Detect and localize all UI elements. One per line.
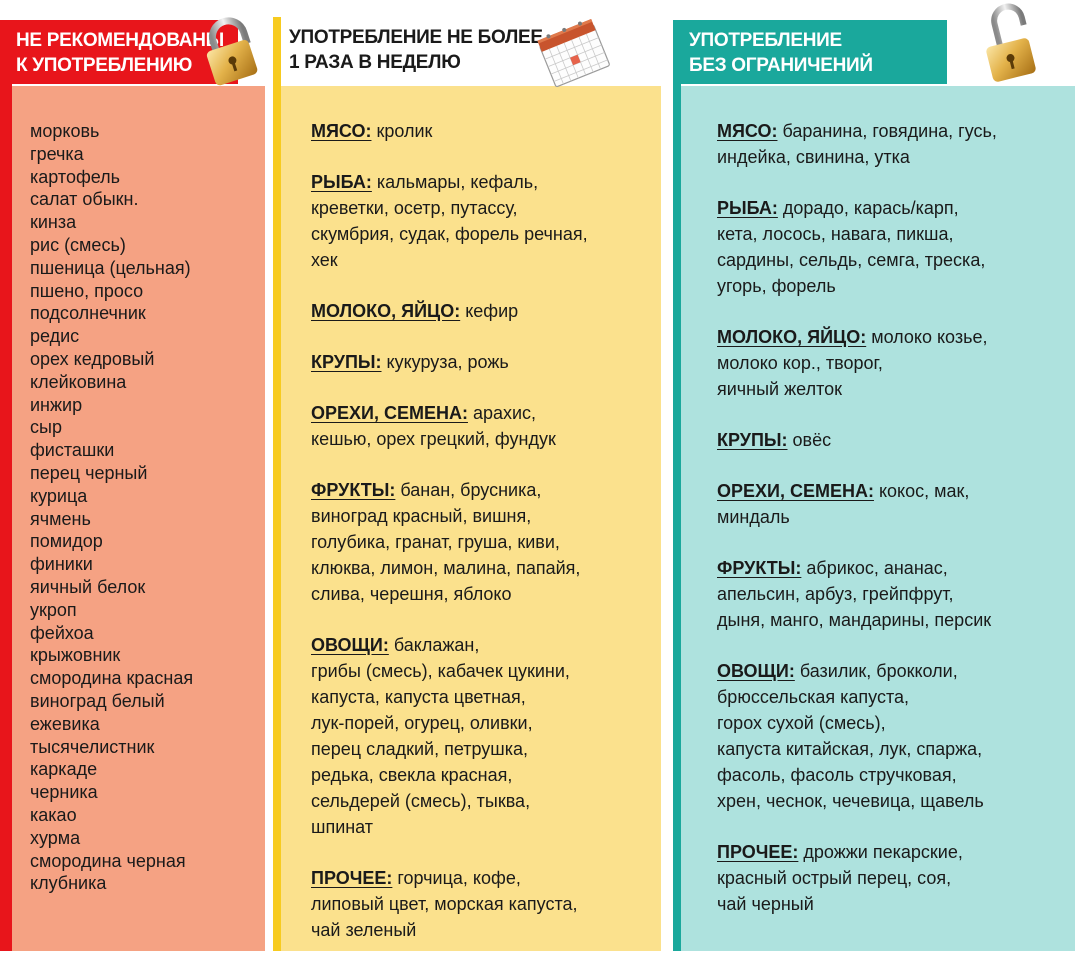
category-label: ПРОЧЕЕ: xyxy=(311,868,393,888)
group-line xyxy=(311,891,656,917)
category-group xyxy=(717,478,1067,530)
food-items: редька, свекла красная, xyxy=(311,765,513,785)
not-recommended-list xyxy=(30,120,193,895)
column-body xyxy=(12,86,265,951)
food-items: кальмары, кефаль, xyxy=(371,172,539,192)
column-body xyxy=(281,86,661,951)
column-title: УПОТРЕБЛЕНИЕ БЕЗ ОГРАНИЧЕНИЙ xyxy=(689,30,873,76)
group-line xyxy=(311,221,656,247)
food-items: индейка, свинина, утка xyxy=(717,147,910,167)
category-label: ПРОЧЕЕ: xyxy=(717,842,799,862)
column-body xyxy=(681,86,1075,951)
food-items: лук-порей, огурец, оливки, xyxy=(311,713,533,733)
food-items: виноград красный, вишня, xyxy=(311,506,532,526)
group-line xyxy=(311,169,656,195)
list-item: виноград белый xyxy=(30,690,165,711)
group-line xyxy=(311,503,656,529)
group-line xyxy=(311,684,656,710)
group-line xyxy=(311,581,656,607)
food-items: дорадо, карась/карп, xyxy=(777,198,959,218)
category-label: РЫБА: xyxy=(311,172,372,192)
food-items: грибы (смесь), кабачек цукини, xyxy=(311,661,570,681)
list-item: пшено, просо xyxy=(30,280,144,301)
group-line xyxy=(717,324,1067,350)
group-line xyxy=(311,658,656,684)
group-line xyxy=(311,195,656,221)
category-group xyxy=(311,477,656,607)
list-item: морковь xyxy=(30,121,100,141)
category-group xyxy=(717,195,1067,299)
food-items: базилик, брокколи, xyxy=(794,661,958,681)
food-items: кролик xyxy=(371,121,433,141)
food-items: красный острый перец, соя, xyxy=(717,868,952,888)
list-item: подсолнечник xyxy=(30,303,146,324)
food-items: овёс xyxy=(787,430,832,450)
list-item: кинза xyxy=(30,212,77,233)
open-lock-icon xyxy=(975,0,1053,86)
list-item: тысячелистник xyxy=(30,736,155,757)
list-item: инжир xyxy=(30,394,83,415)
category-label: МОЛОКО, ЯЙЦО: xyxy=(717,327,867,347)
group-line xyxy=(717,350,1067,376)
group-line xyxy=(717,273,1067,299)
food-items: горох сухой (смесь), xyxy=(717,713,886,733)
list-item: каркаде xyxy=(30,759,98,780)
list-item: сыр xyxy=(30,417,62,438)
food-items: хек xyxy=(311,250,338,270)
column-header xyxy=(281,17,561,85)
category-label: КРУПЫ: xyxy=(311,352,382,372)
group-line xyxy=(311,118,656,144)
group-line xyxy=(311,865,656,891)
food-items: хрен, чеснок, чечевица, щавель xyxy=(717,791,984,811)
column-edge xyxy=(0,20,12,951)
group-line xyxy=(311,814,656,840)
list-item: какао xyxy=(30,804,77,825)
food-items: баранина, говядина, гусь, xyxy=(777,121,997,141)
list-item: яичный белок xyxy=(30,576,146,597)
group-line xyxy=(311,762,656,788)
list-item: пшеница (цельная) xyxy=(30,257,191,278)
closed-lock-icon xyxy=(198,14,270,86)
group-line xyxy=(311,555,656,581)
food-items: горчица, кофе, xyxy=(392,868,521,888)
group-line xyxy=(717,710,1067,736)
food-items: перец сладкий, петрушка, xyxy=(311,739,529,759)
food-items: дыня, манго, мандарины, персик xyxy=(717,610,992,630)
food-items: банан, брусника, xyxy=(395,480,542,500)
list-item: гречка xyxy=(30,143,84,164)
list-item: фисташки xyxy=(30,440,115,461)
group-line xyxy=(717,195,1067,221)
list-item: помидор xyxy=(30,531,103,552)
category-label: ОРЕХИ, СЕМЕНА: xyxy=(311,403,468,423)
group-line xyxy=(717,247,1067,273)
group-line xyxy=(717,221,1067,247)
column-header xyxy=(673,20,947,84)
group-line xyxy=(717,427,1067,453)
list-item: смородина черная xyxy=(30,850,186,871)
food-items: абрикос, ананас, xyxy=(801,558,948,578)
food-items: угорь, форель xyxy=(717,276,836,296)
group-line xyxy=(311,400,656,426)
food-items: скумбрия, судак, форель речная, xyxy=(311,224,588,244)
food-items: голубика, гранат, груша, киви, xyxy=(311,532,560,552)
food-items: сардины, сельдь, семга, треска, xyxy=(717,250,986,270)
category-group xyxy=(311,118,656,144)
category-label: ОРЕХИ, СЕМЕНА: xyxy=(717,481,874,501)
food-items: чай черный xyxy=(717,894,814,914)
list-item: перец черный xyxy=(30,462,148,483)
food-items: шпинат xyxy=(311,817,374,837)
group-line xyxy=(311,426,656,452)
food-items: капуста китайская, лук, спаржа, xyxy=(717,739,983,759)
food-items: кукуруза, рожь xyxy=(381,352,509,372)
food-items: кета, лосось, навага, пикша, xyxy=(717,224,954,244)
group-line xyxy=(717,118,1067,144)
category-label: КРУПЫ: xyxy=(717,430,788,450)
food-items: фасоль, фасоль стручковая, xyxy=(717,765,957,785)
food-items: брюссельская капуста, xyxy=(717,687,910,707)
list-item: укроп xyxy=(30,599,77,620)
group-line xyxy=(717,555,1067,581)
category-label: ФРУКТЫ: xyxy=(717,558,802,578)
list-item: курица xyxy=(30,485,88,506)
column-edge xyxy=(673,20,681,951)
group-line xyxy=(311,788,656,814)
group-line xyxy=(717,376,1067,402)
list-item: финики xyxy=(30,554,93,575)
once-a-week-groups xyxy=(311,118,656,968)
list-item: крыжовник xyxy=(30,645,121,666)
food-items: кефир xyxy=(460,301,519,321)
column-edge xyxy=(273,17,281,951)
group-line xyxy=(717,736,1067,762)
food-items: дрожжи пекарские, xyxy=(798,842,963,862)
food-items: кешью, орех грецкий, фундук xyxy=(311,429,556,449)
group-line xyxy=(717,144,1067,170)
category-label: ОВОЩИ: xyxy=(311,635,389,655)
group-line xyxy=(311,710,656,736)
category-group xyxy=(717,839,1067,917)
group-line xyxy=(717,607,1067,633)
food-items: арахис, xyxy=(467,403,537,423)
unlimited-column xyxy=(673,0,1075,951)
group-line xyxy=(717,581,1067,607)
food-items: апельсин, арбуз, грейпфрут, xyxy=(717,584,954,604)
category-label: МЯСО: xyxy=(311,121,372,141)
category-label: ОВОЩИ: xyxy=(717,661,795,681)
calendar-icon xyxy=(535,14,613,88)
food-items: клюква, лимон, малина, папайя, xyxy=(311,558,581,578)
group-line xyxy=(717,788,1067,814)
group-line xyxy=(311,477,656,503)
category-label: РЫБА: xyxy=(717,198,778,218)
category-group xyxy=(311,865,656,943)
list-item: орех кедровый xyxy=(30,348,155,369)
list-item: клейковина xyxy=(30,371,127,392)
once-a-week-column xyxy=(273,0,661,951)
category-group xyxy=(717,555,1067,633)
not-recommended-column xyxy=(0,0,265,951)
group-line xyxy=(311,736,656,762)
list-item: фейхоа xyxy=(30,622,94,643)
column-title: НЕ РЕКОМЕНДОВАНЫ К УПОТРЕБЛЕНИЮ xyxy=(16,30,224,76)
list-item: клубника xyxy=(30,873,107,894)
list-item: хурма xyxy=(30,827,81,848)
group-line xyxy=(717,891,1067,917)
column-title: УПОТРЕБЛЕНИЕ НЕ БОЛЕЕ 1 РАЗА В НЕДЕЛЮ xyxy=(289,27,543,73)
food-items: капуста, капуста цветная, xyxy=(311,687,526,707)
category-group xyxy=(717,118,1067,170)
category-label: ФРУКТЫ: xyxy=(311,480,396,500)
group-line xyxy=(717,839,1067,865)
group-line xyxy=(717,684,1067,710)
group-line xyxy=(717,658,1067,684)
group-line xyxy=(717,865,1067,891)
category-group xyxy=(311,169,656,273)
food-items: сельдерей (смесь), тыква, xyxy=(311,791,531,811)
list-item: салат обыкн. xyxy=(30,189,139,210)
food-items: молоко козье, xyxy=(866,327,988,347)
group-line xyxy=(311,349,656,375)
category-group xyxy=(311,349,656,375)
category-group xyxy=(717,324,1067,402)
category-group xyxy=(311,298,656,324)
category-group xyxy=(717,427,1067,453)
food-items: яичный желток xyxy=(717,379,842,399)
food-items: креветки, осетр, путассу, xyxy=(311,198,518,218)
list-item: смородина красная xyxy=(30,668,194,689)
list-item: ячмень xyxy=(30,508,91,529)
group-line xyxy=(717,478,1067,504)
list-item: редис xyxy=(30,326,80,347)
food-items: липовый цвет, морская капуста, xyxy=(311,894,578,914)
group-line xyxy=(717,762,1067,788)
list-item: картофель xyxy=(30,166,121,187)
category-label: МОЛОКО, ЯЙЦО: xyxy=(311,301,461,321)
food-items: кокос, мак, xyxy=(873,481,970,501)
group-line xyxy=(311,529,656,555)
category-group xyxy=(311,400,656,452)
list-item: ежевика xyxy=(30,713,100,734)
category-label: МЯСО: xyxy=(717,121,778,141)
group-line xyxy=(311,247,656,273)
food-items: миндаль xyxy=(717,507,790,527)
group-line xyxy=(311,917,656,943)
category-group xyxy=(311,632,656,840)
food-items: баклажан, xyxy=(388,635,480,655)
food-items: слива, черешня, яблоко xyxy=(311,584,512,604)
list-item: черника xyxy=(30,782,98,803)
food-items: молоко кор., творог, xyxy=(717,353,883,373)
list-item: рис (смесь) xyxy=(30,234,126,255)
unlimited-groups xyxy=(717,118,1067,942)
food-items: чай зеленый xyxy=(311,920,417,940)
group-line xyxy=(717,504,1067,530)
group-line xyxy=(311,298,656,324)
category-group xyxy=(717,658,1067,814)
group-line xyxy=(311,632,656,658)
